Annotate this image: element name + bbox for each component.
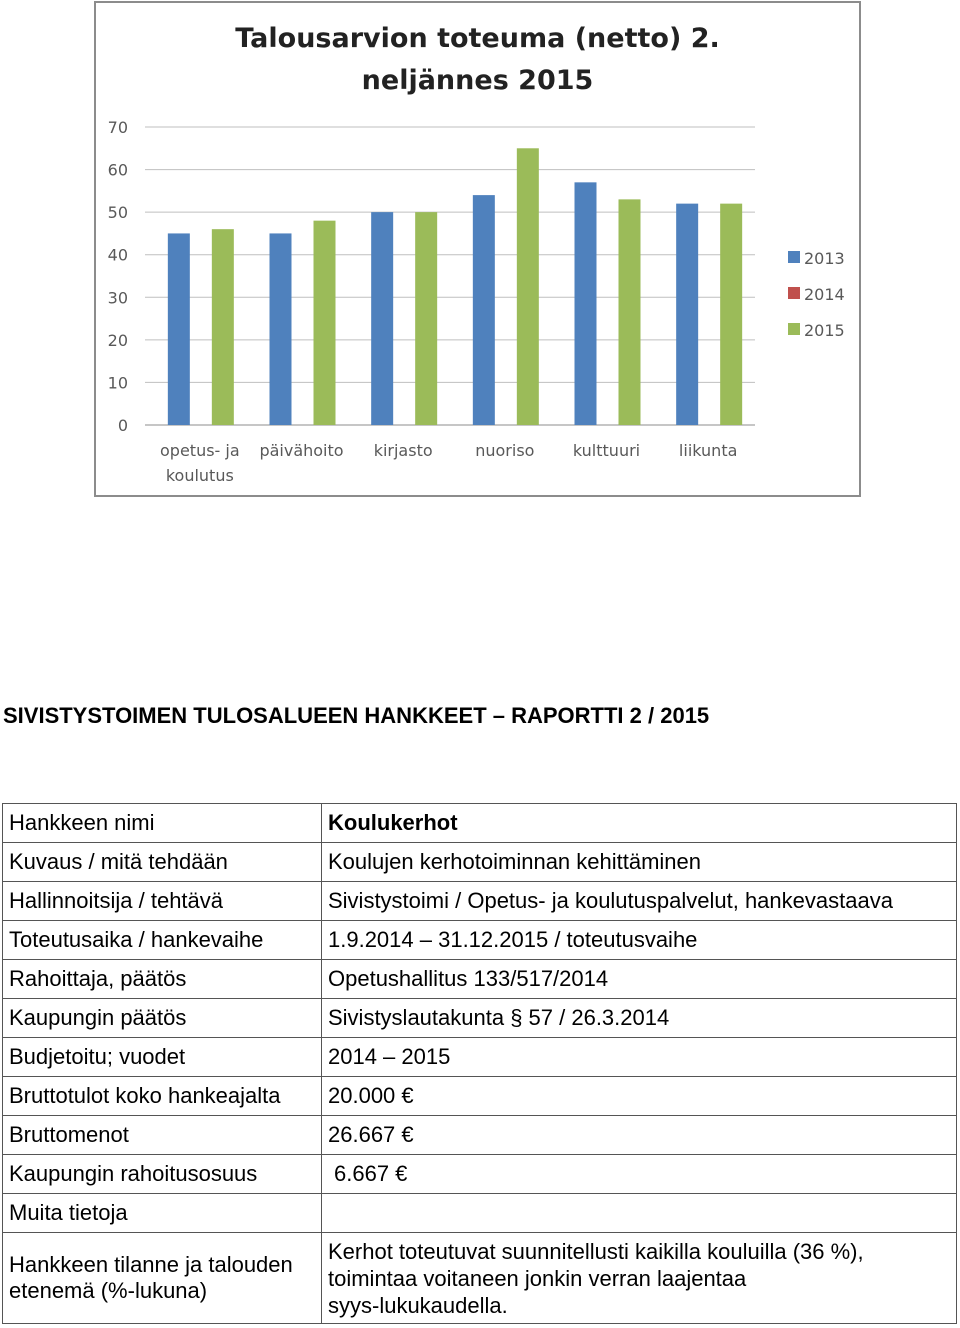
x-tick-label: päivähoito [259,441,344,460]
row-label-line: Hankkeen tilanne ja talouden [9,1252,293,1277]
bar-2015 [212,229,234,425]
bar-2013 [371,212,393,425]
bar-2015 [720,204,742,425]
y-tick-label: 30 [107,288,128,308]
y-tick-label: 0 [117,416,128,435]
legend-swatch [788,287,800,299]
row-value-line: toimintaa voitaneen jonkin verran laajentaa [328,1265,747,1291]
legend-label: 2015 [804,321,845,340]
row-label: Bruttotulot koko hankeajalta [3,1077,322,1116]
row-label: Bruttomenot [3,1116,322,1155]
row-label: Rahoittaja, päätös [3,960,322,999]
row-value: Sivistyslautakunta § 57 / 26.3.2014 [322,999,957,1038]
row-value: Sivistystoimi / Opetus- ja koulutuspalvelut, hankevastaava [322,882,957,921]
row-label: Muita tietoja [3,1194,322,1233]
y-tick-label: 40 [107,245,128,265]
table-row [3,921,957,960]
row-label: Toteutusaika / hankevaihe [3,921,322,960]
row-label: Hankkeen nimi [3,804,322,843]
legend-swatch [788,251,800,263]
y-tick-label: 20 [107,330,128,350]
table-row [3,1038,957,1077]
table-row [3,999,957,1038]
table-row [3,960,957,999]
bar-chart [0,0,960,500]
table-row [3,843,957,882]
row-value-line: syys-lukukaudella. [328,1292,508,1318]
row-label: Kaupungin päätös [3,999,322,1038]
row-value: 20.000 € [322,1077,957,1116]
table-row [3,1194,957,1233]
row-value-line: Kerhot toteutuvat suunnitellusti kaikilla kouluilla (36 %), [328,1238,864,1264]
bar-2013 [168,233,190,425]
row-label: Budjetoitu; vuodet [3,1038,322,1077]
bar-2013 [575,182,597,425]
bar-2015 [517,148,539,425]
x-tick-label: koulutus [165,466,234,485]
row-value: 1.9.2014 – 31.12.2015 / toteutusvaihe [322,921,957,960]
x-tick-label: kirjasto [373,441,433,460]
chart-title-line1: Talousarvion toteuma (netto) 2. [235,23,720,54]
y-tick-label: 10 [107,373,128,393]
row-value: Opetushallitus 133/517/2014 [322,960,957,999]
row-value: Koulukerhot [322,804,957,843]
table-row [3,882,957,921]
chart-title-line2: neljännes 2015 [361,65,594,96]
table-row [3,1155,957,1194]
table-row [3,1233,957,1324]
row-label-line: etenemä (%-lukuna) [9,1278,208,1303]
legend-swatch [788,323,800,335]
x-tick-label: kulttuuri [572,441,641,460]
bar-2015 [619,199,641,425]
legend-label: 2014 [804,285,845,304]
row-label: Kaupungin rahoitusosuus [3,1155,322,1194]
report-heading: SIVISTYSTOIMEN TULOSALUEEN HANKKEET – RAPORTTI 2 / 2015 [3,703,710,728]
x-tick-label: liikunta [678,441,738,460]
row-value [322,1233,957,1324]
x-tick-label: nuoriso [475,441,535,460]
legend-label: 2013 [804,249,845,268]
bar-2013 [270,233,292,425]
y-tick-label: 50 [107,203,128,223]
bar-2015 [314,221,336,425]
row-value: Koulujen kerhotoiminnan kehittäminen [322,843,957,882]
x-tick-label: opetus- ja [160,441,240,460]
row-value: 26.667 € [322,1116,957,1155]
table-row [3,804,957,843]
y-tick-label: 60 [107,160,128,180]
row-value: 2014 – 2015 [322,1038,957,1077]
bar-2013 [676,204,698,425]
row-label: Hallinnoitsija / tehtävä [3,882,322,921]
table-row [3,1077,957,1116]
project-info-table [2,803,957,1324]
bar-2013 [473,195,495,425]
row-value: 6.667 € [322,1155,957,1194]
bar-2015 [415,212,437,425]
table-row [3,1116,957,1155]
y-tick-label: 70 [107,118,128,137]
row-value [322,1194,957,1233]
row-label: Kuvaus / mitä tehdään [3,843,322,882]
row-label [3,1233,322,1324]
